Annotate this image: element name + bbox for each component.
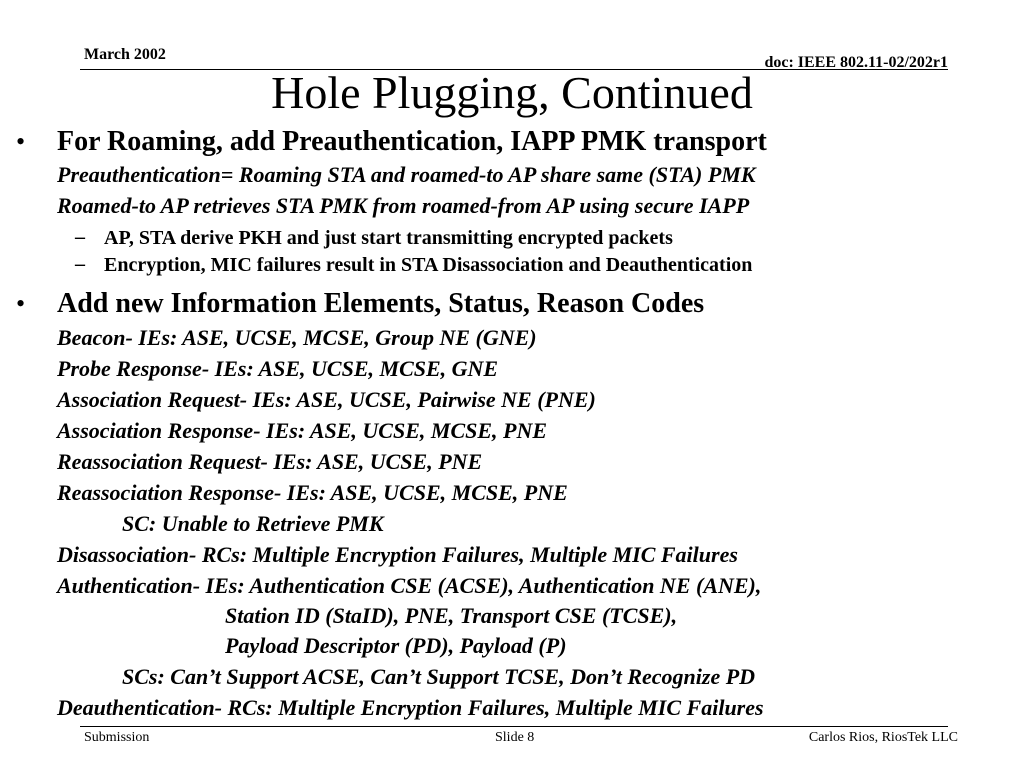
bullet2-line: Probe Response- IEs: ASE, UCSE, MCSE, GNE xyxy=(57,356,499,381)
footer-rule xyxy=(80,726,948,727)
bullet2-line: Authentication- IEs: Authentication CSE (ACSE), Authentication NE (ANE), xyxy=(57,573,762,598)
slide-title: Hole Plugging, Continued xyxy=(271,67,753,118)
footer-left: Submission xyxy=(84,730,150,745)
bullet2-line: Deauthentication- RCs: Multiple Encryption Failures, Multiple MIC Failures xyxy=(57,695,764,720)
bullet2-line: Reassociation Request- IEs: ASE, UCSE, PNE xyxy=(57,449,483,474)
bullet2-line: Association Request- IEs: ASE, UCSE, Pairwise NE (PNE) xyxy=(57,387,596,412)
header-doc-id: doc: IEEE 802.11-02/202r1 xyxy=(764,54,948,71)
bullet2-line: Station ID (StaID), PNE, Transport CSE (TCSE), xyxy=(225,603,678,628)
bullet2-line: Reassociation Response- IEs: ASE, UCSE, MCSE, PNE xyxy=(57,480,568,505)
bullet1-line: Roamed-to AP retrieves STA PMK from roamed-from AP using secure IAPP xyxy=(57,193,750,218)
footer-author: Carlos Rios, RiosTek LLC xyxy=(808,730,958,745)
dash-marker: – xyxy=(75,253,85,275)
bullet-marker: • xyxy=(16,289,26,318)
header-date: March 2002 xyxy=(84,46,166,63)
bullet2-line: Disassociation- RCs: Multiple Encryption Failures, Multiple MIC Failures xyxy=(57,542,738,567)
bullet2-line: SCs: Can’t Support ACSE, Can’t Support TCSE, Don’t Recognize PD xyxy=(122,664,756,689)
bullet-marker: • xyxy=(16,127,26,156)
bullet2-line: SC: Unable to Retrieve PMK xyxy=(122,511,384,536)
bullet2-text: Add new Information Elements, Status, Reason Codes xyxy=(57,288,705,319)
footer-slide-number: Slide 8 xyxy=(495,730,535,745)
bullet2-line: Association Response- IEs: ASE, UCSE, MCSE, PNE xyxy=(57,418,548,443)
bullet1-sub: Encryption, MIC failures result in STA Disassociation and Deauthentication xyxy=(104,254,753,276)
bullet1-text: For Roaming, add Preauthentication, IAPP PMK transport xyxy=(57,126,767,157)
bullet1-line: Preauthentication= Roaming STA and roamed-to AP share same (STA) PMK xyxy=(57,162,756,187)
dash-marker: – xyxy=(75,226,85,248)
bullet2-line: Payload Descriptor (PD), Payload (P) xyxy=(225,633,567,658)
bullet1-sub: AP, STA derive PKH and just start transmitting encrypted packets xyxy=(104,227,673,249)
bullet2-line: Beacon- IEs: ASE, UCSE, MCSE, Group NE (GNE) xyxy=(57,325,537,350)
